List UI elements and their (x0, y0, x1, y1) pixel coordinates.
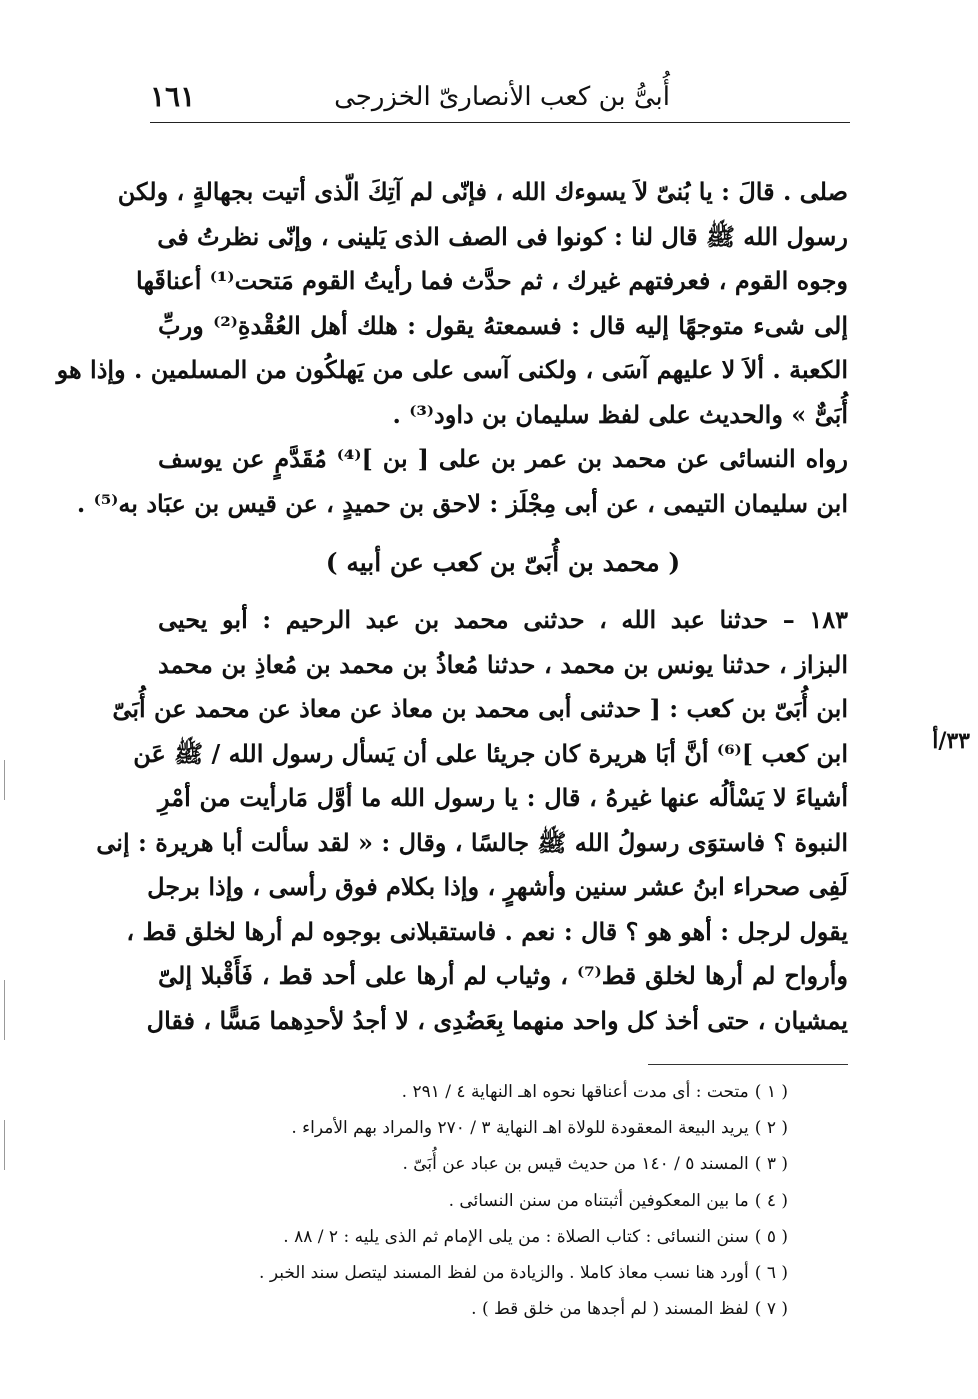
text-line: الكعبة . ألاَ لا عليهم آسَى ، ولكنى آسى على من يَهلكُون من المسلمين . وإذا هو (56, 355, 848, 384)
text-line: لَفِى صحراء ابنُ عشر سنين وأشهرٍ ، وإذا بكلام فوق رأسى ، وإذا برجل (147, 872, 848, 901)
footnote-number: ( ١ ) (754, 1082, 788, 1102)
footnote-text: متحت : أى مدت أعناقها نحوه اهـ النهاية ٤ / ٢٩١ . (401, 1082, 749, 1102)
footnote (228, 1219, 788, 1255)
footnote (228, 1146, 788, 1182)
text-line: رواه النسائى عن محمد بن عمر بن على [ بن ]⁽⁴⁾ مُقَدَّمٍ عن يوسف (158, 444, 848, 473)
text-line: ابن أُبَىّ بن كعب : [ حدثنى أبى محمد بن معاذ عن معاذ عن محمد عن أُبَىّ (112, 694, 848, 723)
footnote-divider (648, 1064, 848, 1065)
footnote-number: ( ٣ ) (754, 1154, 788, 1175)
footnote-number: ( ٧ ) (754, 1299, 788, 1320)
text-line: رسول الله ﷺ قال لنا : كونوا فى الصف الذى يَلينى ، وإنّى نظرتُ فى (157, 221, 848, 251)
text-line: إلى شىء متوجهًا إليه قال : فسمعتهُ يقول : هلك أهل العُقْدةِ⁽²⁾ وربِّ (158, 310, 849, 340)
footnote (228, 1255, 788, 1291)
footnote-number: ( ٤ ) (754, 1190, 788, 1211)
footnote-text: يريد البيعة المعقودة للولاة اهـ النهاية ٣ / ٢٧٠ والمراد بهم الأمراء . (291, 1118, 749, 1139)
text-line: أشياءَ لا يَسْألُه عنها غيرهُ ، قال : يا رسول الله ما أوَّل مَارأيت من أمْرِ (158, 783, 848, 812)
footnote (228, 1110, 788, 1146)
scan-edge-mark (4, 1120, 5, 1170)
running-header (150, 70, 850, 123)
text-line: وجوه القوم ، فعرفتهم غيرك ، ثم حدَّث فما رأيتُ القوم مَتحت⁽¹⁾ أعناقَها (136, 266, 848, 295)
footnote (228, 1074, 788, 1110)
text-line: يمشيان ، حتى أخذ كل واحد منهما بِعَضُدِى ، لا أجدُ لأحدِهما مَسًّا ، فقال (146, 1005, 848, 1035)
text-line: البزاز ، حدثنا يونس بن محمد ، حدثنا مُعاذُ بن محمد بن مُعاذِ بن محمد (158, 649, 848, 679)
text-line: صلى . قالَ : يا بُنىّ لاَ يسوءك الله ، فإنّى لم آتِكَ الّذى أتيت بجهالةٍ ، ولكن (117, 177, 848, 206)
section-title: ( محمد بن أُبَىّ بن كعب عن أبيه ) (325, 548, 681, 577)
footnote (228, 1291, 788, 1327)
footnote-text: سنن النسائى : كتاب الصلاة : من يلى الإمام ثم الذى يليه : ٢ / ٨٨ . (283, 1226, 749, 1247)
main-text (56, 170, 849, 1043)
header-title: أُبىُّ بن كعب الأنصارىّ الخزرجى (334, 82, 670, 112)
page-number: ١٦١ (150, 80, 196, 113)
footnote-text: أورد هنا نسب معاذ كاملا . والزيادة من لفظ المسند ليتصل سند الخبر . (259, 1262, 749, 1283)
footnote-number: ( ٢ ) (754, 1118, 788, 1139)
text-line: ابن سليمان التيمى ، عن أبى مِجْلَز : لاحق بن حميدٍ ، عن قيس بن عبَاد به⁽⁵⁾ . (76, 488, 848, 518)
footnote-number: ( ٦ ) (754, 1262, 788, 1283)
footnote-text: ما بين المعكوفين أثبتناه من سنن النسائى . (448, 1190, 749, 1211)
text-line: ابن كعب ]⁽⁶⁾ أنَّ أبَا هريرة كان جريئا على أن يَسأل رسول الله / ﷺ عَن (133, 738, 848, 768)
text-line: يقول لرجل : أهو هو ؟ قال : نعم . فاستقبلانى بوجوه لم أرها لخلق قط ، (126, 916, 848, 946)
text-line: وأرواح لم أرها لخلق قط⁽⁷⁾ ، وثياب لم أرها على أحد قط ، فَأَقْبلا إلىّ (158, 961, 848, 990)
scan-edge-mark (4, 980, 5, 1040)
footnotes (228, 1074, 788, 1327)
footnote-text: لفظ المسند ( لم أجدها من خلق قط ) . (471, 1299, 749, 1320)
text-line: النبوة ؟ فاستوَى رسولُ الله ﷺ جالسًا ، وقال : « لقد سألت أبا هريرة : إنى (96, 827, 848, 857)
text-line: ١٨٣ – حدثنا عبد الله ، حدثنى محمد بن عبد الرحيم : أبو يحيى (158, 605, 848, 634)
footnote-text: المسند ٥ / ١٤٠ من حديث قيس بن عباد عن أُبَىّ . (402, 1154, 749, 1175)
footnote-number: ( ٥ ) (754, 1226, 788, 1247)
footnote (228, 1183, 788, 1219)
scan-edge-mark (4, 760, 5, 800)
text-line: أُبَىٌّ » والحديث على لفظ سليمان بن داود⁽³⁾ . (392, 399, 848, 429)
manuscript-folio-note: ٣٣/أ (932, 728, 970, 754)
